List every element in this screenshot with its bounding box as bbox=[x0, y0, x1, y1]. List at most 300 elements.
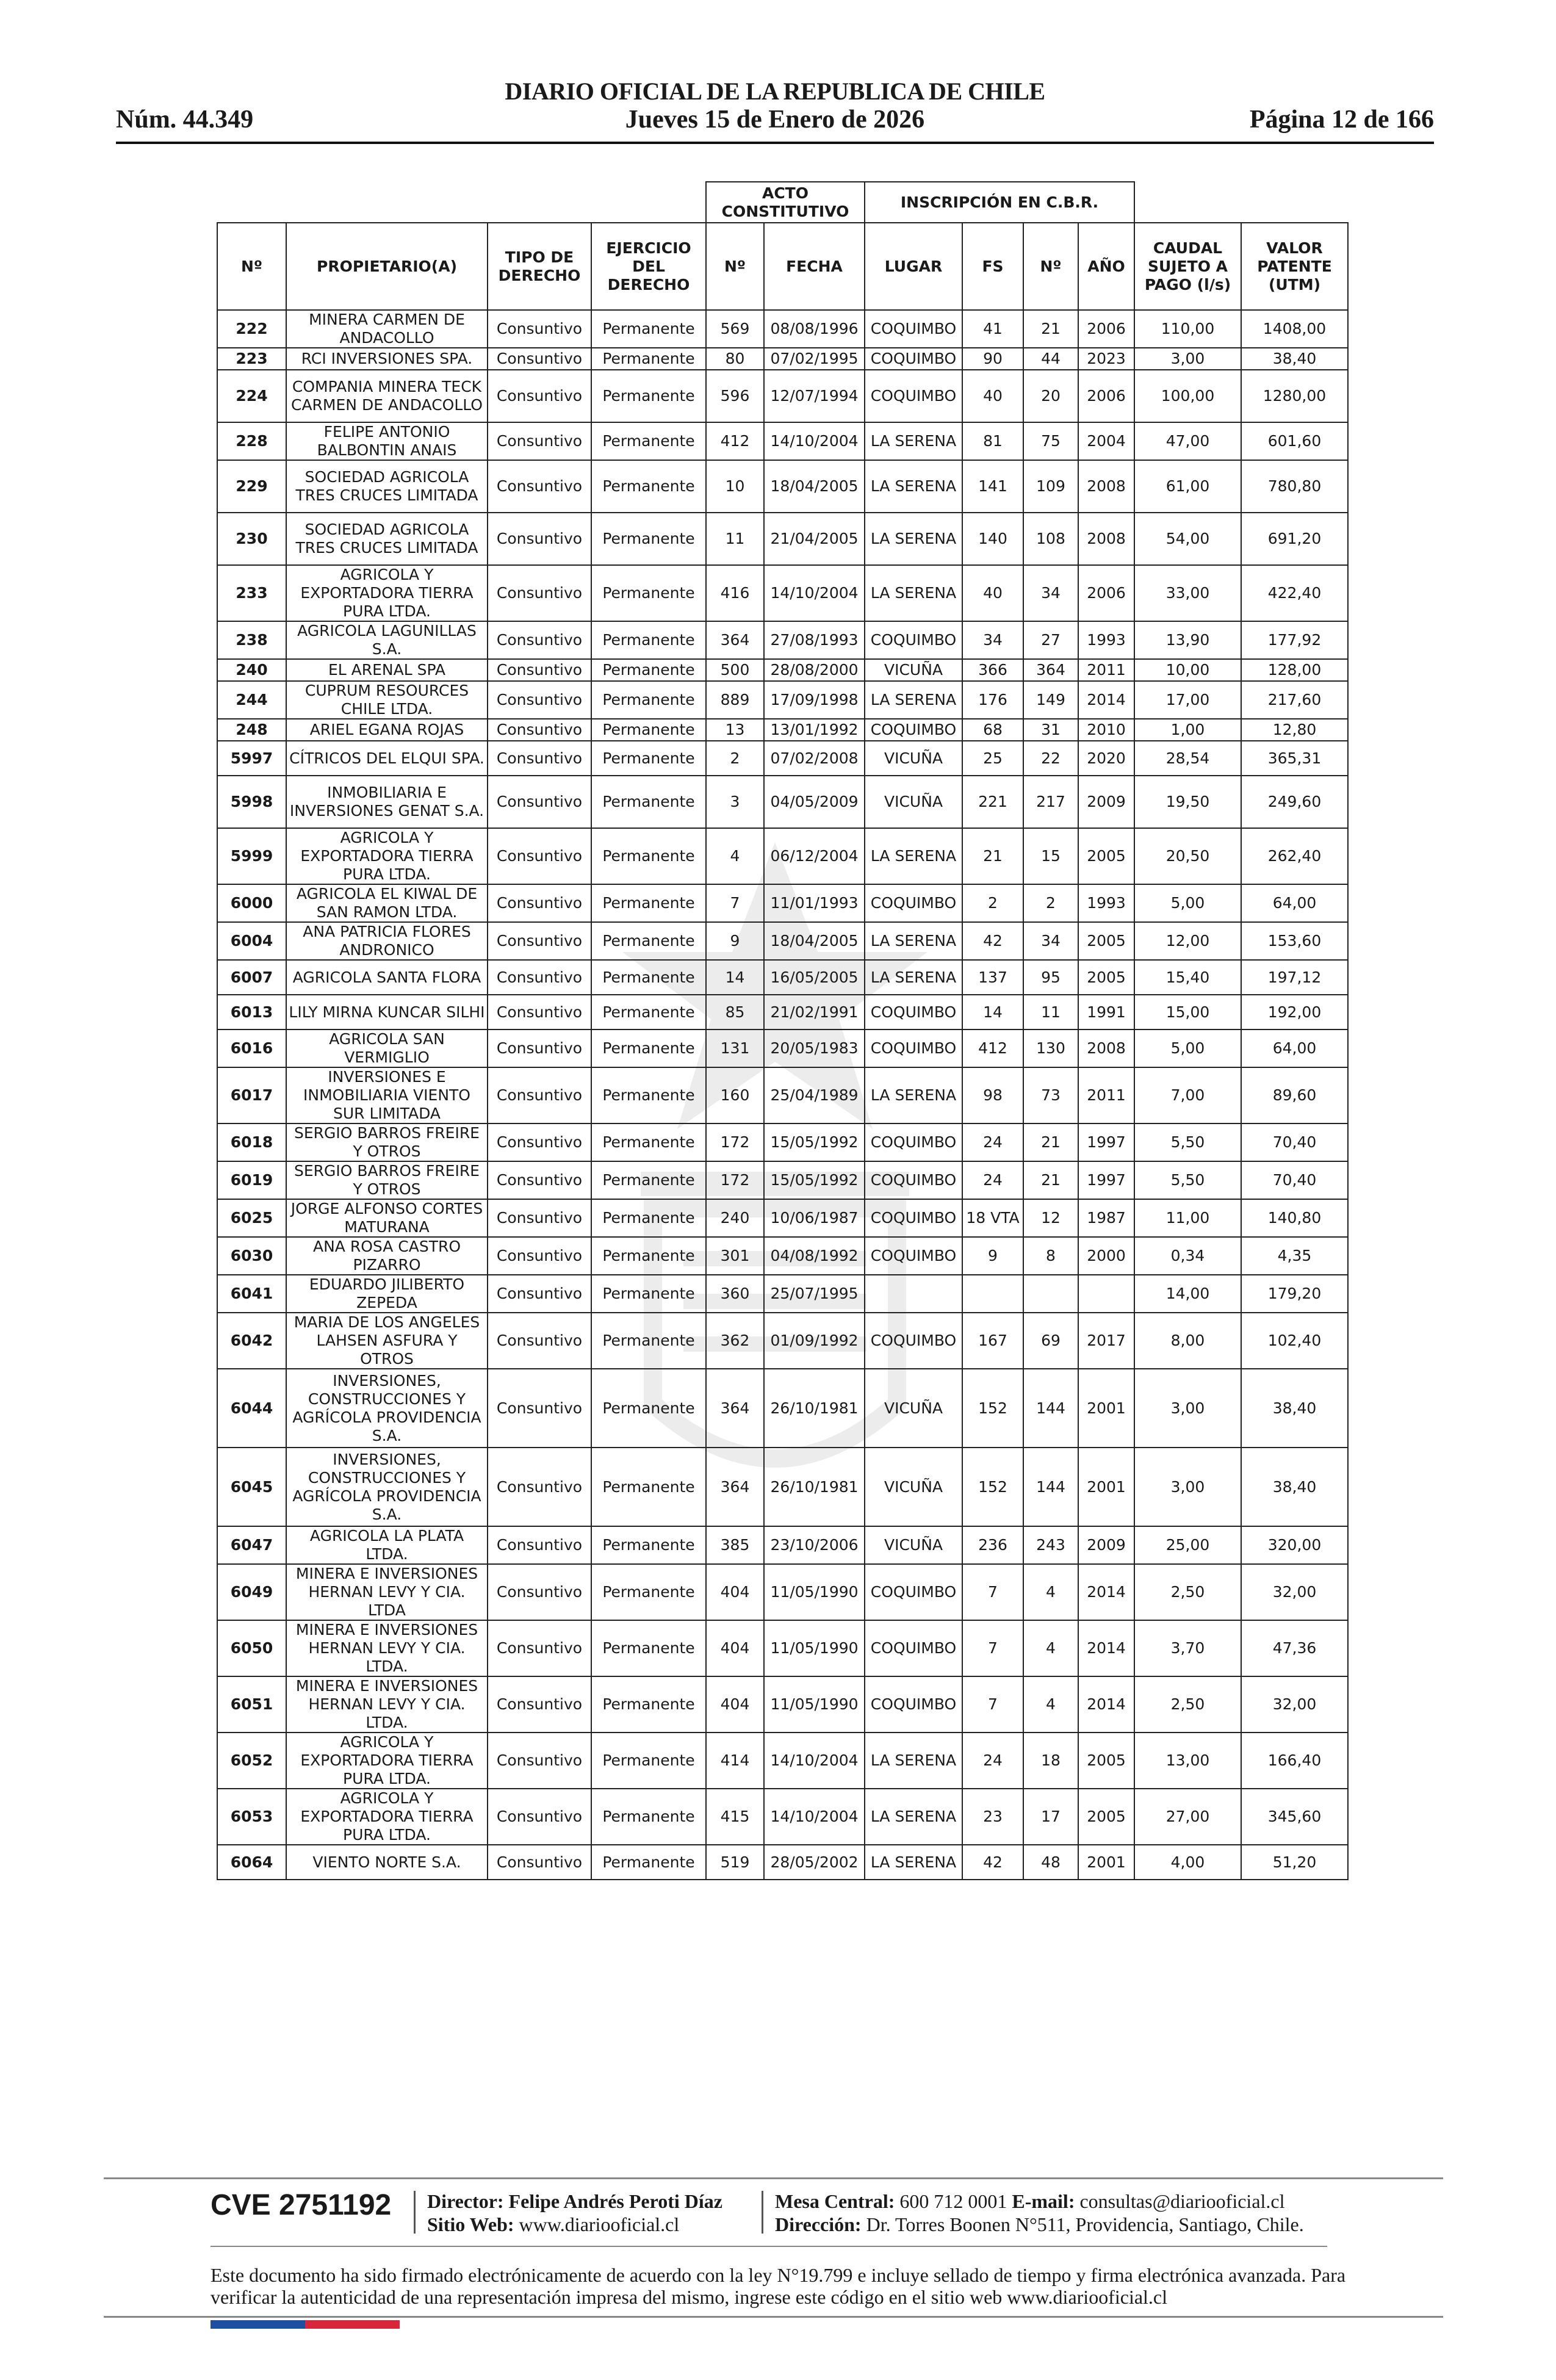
table-cell: COQUIMBO bbox=[865, 1564, 962, 1620]
table-cell: 5,00 bbox=[1134, 884, 1241, 922]
table-cell: Permanente bbox=[591, 1313, 706, 1369]
table-cell: 21 bbox=[1023, 1123, 1078, 1161]
table-cell: 11/05/1990 bbox=[764, 1676, 865, 1733]
table-cell: 27 bbox=[1023, 621, 1078, 659]
table-cell: VICUÑA bbox=[865, 776, 962, 828]
table-cell: 404 bbox=[706, 1564, 764, 1620]
table-cell: Permanente bbox=[591, 1123, 706, 1161]
table-cell: 160 bbox=[706, 1067, 764, 1123]
table-cell: 109 bbox=[1023, 460, 1078, 513]
table-cell: 07/02/2008 bbox=[764, 741, 865, 776]
table-cell: 2008 bbox=[1078, 1030, 1134, 1067]
table-cell: 24 bbox=[962, 1123, 1023, 1161]
table-cell: COQUIMBO bbox=[865, 1620, 962, 1676]
table-row bbox=[217, 1564, 1348, 1620]
table-cell: 14,00 bbox=[1134, 1275, 1241, 1313]
table-cell: 2005 bbox=[1078, 960, 1134, 995]
footer-director-block bbox=[427, 2190, 722, 2236]
table-cell: 04/08/1992 bbox=[764, 1237, 865, 1275]
table-cell: 2,50 bbox=[1134, 1676, 1241, 1733]
table-cell: 17 bbox=[1023, 1789, 1078, 1845]
table-cell: 7 bbox=[962, 1564, 1023, 1620]
table-cell: 2001 bbox=[1078, 1369, 1134, 1448]
table-row bbox=[217, 565, 1348, 621]
newspaper-title: DIARIO OFICIAL DE LA REPUBLICA DE CHILE bbox=[505, 78, 1045, 105]
table-cell: 128,00 bbox=[1241, 659, 1348, 681]
table-cell: 2005 bbox=[1078, 1733, 1134, 1789]
table-cell: 23/10/2006 bbox=[764, 1526, 865, 1564]
table-cell: LA SERENA bbox=[865, 1789, 962, 1845]
table-cell: 11/01/1993 bbox=[764, 884, 865, 922]
table-cell: 2006 bbox=[1078, 565, 1134, 621]
table-cell: 75 bbox=[1023, 422, 1078, 460]
table-cell: 360 bbox=[706, 1275, 764, 1313]
table-cell: 4 bbox=[1023, 1676, 1078, 1733]
table-cell: AGRICOLA EL KIWAL DE SAN RAMON LTDA. bbox=[286, 884, 488, 922]
column-header: LUGAR bbox=[865, 223, 962, 310]
table-cell: MINERA E INVERSIONES HERNAN LEVY Y CIA. LTDA. bbox=[286, 1676, 488, 1733]
table-cell: 2014 bbox=[1078, 681, 1134, 719]
table-cell: 89,60 bbox=[1241, 1067, 1348, 1123]
table-cell: 141 bbox=[962, 460, 1023, 513]
row-number-cell: 6049 bbox=[217, 1564, 286, 1620]
table-cell: COQUIMBO bbox=[865, 719, 962, 741]
row-number-cell: 229 bbox=[217, 460, 286, 513]
table-cell: Permanente bbox=[591, 348, 706, 370]
table-cell: 28/05/2002 bbox=[764, 1845, 865, 1880]
table-cell: 38,40 bbox=[1241, 1369, 1348, 1448]
table-cell: 2005 bbox=[1078, 828, 1134, 884]
row-number-cell: 6013 bbox=[217, 995, 286, 1030]
table-cell: 14/10/2004 bbox=[764, 1733, 865, 1789]
mesa-label: Mesa Central: bbox=[775, 2190, 895, 2212]
table-cell: 11,00 bbox=[1134, 1199, 1241, 1237]
table-cell: Consuntivo bbox=[488, 659, 591, 681]
table-cell: 15,40 bbox=[1134, 960, 1241, 995]
table-cell: COQUIMBO bbox=[865, 1030, 962, 1067]
table-cell: MINERA E INVERSIONES HERNAN LEVY Y CIA. LTDA bbox=[286, 1564, 488, 1620]
table-cell: Permanente bbox=[591, 776, 706, 828]
director-label: Director: bbox=[427, 2190, 504, 2212]
table-cell: 2000 bbox=[1078, 1237, 1134, 1275]
table-cell: 13/01/1992 bbox=[764, 719, 865, 741]
table-cell: 2014 bbox=[1078, 1620, 1134, 1676]
table-cell: 1997 bbox=[1078, 1123, 1134, 1161]
group-header-acto: ACTO CONSTITUTIVO bbox=[706, 182, 865, 223]
table-cell: 500 bbox=[706, 659, 764, 681]
table-row bbox=[217, 621, 1348, 659]
row-number-cell: 6045 bbox=[217, 1448, 286, 1526]
table-cell: 2009 bbox=[1078, 1526, 1134, 1564]
table-cell: LA SERENA bbox=[865, 960, 962, 995]
footer-contact-block bbox=[775, 2190, 1304, 2236]
table-cell: 131 bbox=[706, 1030, 764, 1067]
table-cell: AGRICOLA Y EXPORTADORA TIERRA PURA LTDA. bbox=[286, 1789, 488, 1845]
table-cell: 2011 bbox=[1078, 1067, 1134, 1123]
table-cell: 4 bbox=[706, 828, 764, 884]
table-cell: INVERSIONES, CONSTRUCCIONES Y AGRÍCOLA PROVIDENCIA S.A. bbox=[286, 1369, 488, 1448]
table-cell: 167 bbox=[962, 1313, 1023, 1369]
table-cell: 70,40 bbox=[1241, 1161, 1348, 1199]
table-cell: Consuntivo bbox=[488, 460, 591, 513]
table-cell: Consuntivo bbox=[488, 828, 591, 884]
table-row bbox=[217, 922, 1348, 960]
table-cell: 1997 bbox=[1078, 1161, 1134, 1199]
table-cell: COQUIMBO bbox=[865, 370, 962, 422]
table-cell: 3,00 bbox=[1134, 1369, 1241, 1448]
table-cell: Consuntivo bbox=[488, 922, 591, 960]
table-cell: 1993 bbox=[1078, 884, 1134, 922]
table-cell: 38,40 bbox=[1241, 1448, 1348, 1526]
table-cell: 10/06/1987 bbox=[764, 1199, 865, 1237]
table-cell: 780,80 bbox=[1241, 460, 1348, 513]
table-cell: AGRICOLA LA PLATA LTDA. bbox=[286, 1526, 488, 1564]
table-cell: COQUIMBO bbox=[865, 995, 962, 1030]
table-cell: 144 bbox=[1023, 1369, 1078, 1448]
table-cell: AGRICOLA LAGUNILLAS S.A. bbox=[286, 621, 488, 659]
table-cell: 3,70 bbox=[1134, 1620, 1241, 1676]
table-cell: SOCIEDAD AGRICOLA TRES CRUCES LIMITADA bbox=[286, 513, 488, 565]
table-cell: 1987 bbox=[1078, 1199, 1134, 1237]
column-header: AÑO bbox=[1078, 223, 1134, 310]
table-cell: Permanente bbox=[591, 741, 706, 776]
table-cell: 47,00 bbox=[1134, 422, 1241, 460]
table-cell: 404 bbox=[706, 1620, 764, 1676]
table-cell: LA SERENA bbox=[865, 1733, 962, 1789]
table-cell: 18 VTA bbox=[962, 1199, 1023, 1237]
table-cell: Permanente bbox=[591, 719, 706, 741]
issue-number: Núm. 44.349 bbox=[116, 106, 254, 134]
table-cell: 362 bbox=[706, 1313, 764, 1369]
table-cell: 1408,00 bbox=[1241, 310, 1348, 348]
table-cell: 243 bbox=[1023, 1526, 1078, 1564]
table-cell: 166,40 bbox=[1241, 1733, 1348, 1789]
table-cell: 385 bbox=[706, 1526, 764, 1564]
table-cell: 38,40 bbox=[1241, 348, 1348, 370]
table-cell: 9 bbox=[962, 1237, 1023, 1275]
table-cell: 9 bbox=[706, 922, 764, 960]
table-cell: 34 bbox=[962, 621, 1023, 659]
table-cell: Consuntivo bbox=[488, 1526, 591, 1564]
table-cell: Permanente bbox=[591, 1237, 706, 1275]
table-cell: 364 bbox=[706, 1369, 764, 1448]
table-row bbox=[217, 1733, 1348, 1789]
table-cell: Consuntivo bbox=[488, 1564, 591, 1620]
table-cell: 1991 bbox=[1078, 995, 1134, 1030]
table-row bbox=[217, 828, 1348, 884]
table-cell: EDUARDO JILIBERTO ZEPEDA bbox=[286, 1275, 488, 1313]
table-cell: 90 bbox=[962, 348, 1023, 370]
table-cell: 7 bbox=[706, 884, 764, 922]
table-cell: 2001 bbox=[1078, 1448, 1134, 1526]
table-cell: 2009 bbox=[1078, 776, 1134, 828]
table-cell: 140,80 bbox=[1241, 1199, 1348, 1237]
table-row bbox=[217, 348, 1348, 370]
website-link[interactable]: www.diariooficial.cl bbox=[519, 2213, 680, 2235]
table-cell: 26/10/1981 bbox=[764, 1448, 865, 1526]
table-cell: Permanente bbox=[591, 310, 706, 348]
footer-separator bbox=[414, 2191, 416, 2234]
page-number: Página 12 de 166 bbox=[1249, 106, 1434, 134]
table-cell: Permanente bbox=[591, 1564, 706, 1620]
table-cell: 416 bbox=[706, 565, 764, 621]
table-cell: VICUÑA bbox=[865, 741, 962, 776]
table-cell: Consuntivo bbox=[488, 1123, 591, 1161]
table-cell: Consuntivo bbox=[488, 621, 591, 659]
table-cell: 20,50 bbox=[1134, 828, 1241, 884]
table-cell: 81 bbox=[962, 422, 1023, 460]
table-cell: 172 bbox=[706, 1123, 764, 1161]
table-cell: Consuntivo bbox=[488, 1789, 591, 1845]
table-cell: LILY MIRNA KUNCAR SILHI bbox=[286, 995, 488, 1030]
page-header bbox=[116, 73, 1434, 144]
table-cell: 11 bbox=[1023, 995, 1078, 1030]
table-cell: 85 bbox=[706, 995, 764, 1030]
table-cell: 3,00 bbox=[1134, 1448, 1241, 1526]
table-cell: 569 bbox=[706, 310, 764, 348]
table-cell: Permanente bbox=[591, 681, 706, 719]
issue-date: Jueves 15 de Enero de 2026 bbox=[625, 106, 925, 134]
mesa-phone: 600 712 0001 bbox=[899, 2190, 1007, 2212]
table-cell: 80 bbox=[706, 348, 764, 370]
email-link[interactable]: consultas@diariooficial.cl bbox=[1079, 2190, 1285, 2212]
row-number-cell: 5999 bbox=[217, 828, 286, 884]
table-cell: Permanente bbox=[591, 1448, 706, 1526]
table-cell: Consuntivo bbox=[488, 370, 591, 422]
table-cell: 2001 bbox=[1078, 1845, 1134, 1880]
table-cell: 14/10/2004 bbox=[764, 1789, 865, 1845]
table-cell: 11/05/1990 bbox=[764, 1564, 865, 1620]
table-cell: 2023 bbox=[1078, 348, 1134, 370]
table-cell: Consuntivo bbox=[488, 1030, 591, 1067]
row-number-cell: 6044 bbox=[217, 1369, 286, 1448]
table-cell: ANA PATRICIA FLORES ANDRONICO bbox=[286, 922, 488, 960]
table-cell: 4,35 bbox=[1241, 1237, 1348, 1275]
footer-separator bbox=[762, 2191, 763, 2234]
column-header: PROPIETARIO(A) bbox=[286, 223, 488, 310]
table-cell: 24 bbox=[962, 1733, 1023, 1789]
row-number-cell: 6051 bbox=[217, 1676, 286, 1733]
table-cell: MINERA CARMEN DE ANDACOLLO bbox=[286, 310, 488, 348]
table-cell: 414 bbox=[706, 1733, 764, 1789]
table-cell: 34 bbox=[1023, 565, 1078, 621]
row-number-cell: 6064 bbox=[217, 1845, 286, 1880]
table-cell: 15 bbox=[1023, 828, 1078, 884]
table-cell: Permanente bbox=[591, 1676, 706, 1733]
table-cell: AGRICOLA Y EXPORTADORA TIERRA PURA LTDA. bbox=[286, 828, 488, 884]
table-cell: 73 bbox=[1023, 1067, 1078, 1123]
table-cell: 15,00 bbox=[1134, 995, 1241, 1030]
table-cell: 8 bbox=[1023, 1237, 1078, 1275]
table-cell: Consuntivo bbox=[488, 1161, 591, 1199]
table-cell: 422,40 bbox=[1241, 565, 1348, 621]
table-cell: 23 bbox=[962, 1789, 1023, 1845]
table-cell: 31 bbox=[1023, 719, 1078, 741]
table-cell: 217 bbox=[1023, 776, 1078, 828]
table-row bbox=[217, 513, 1348, 565]
table-cell: 192,00 bbox=[1241, 995, 1348, 1030]
table-cell: 240 bbox=[706, 1199, 764, 1237]
footer-divider-top bbox=[104, 2177, 1443, 2179]
table-cell: Consuntivo bbox=[488, 565, 591, 621]
table-cell: 25/04/1989 bbox=[764, 1067, 865, 1123]
table-cell: 26/10/1981 bbox=[764, 1369, 865, 1448]
table-cell: 415 bbox=[706, 1789, 764, 1845]
table-row bbox=[217, 1448, 1348, 1526]
table-cell: Consuntivo bbox=[488, 422, 591, 460]
table-cell: 21 bbox=[962, 828, 1023, 884]
table-cell: Permanente bbox=[591, 1067, 706, 1123]
table-cell: 5,00 bbox=[1134, 1030, 1241, 1067]
table-cell: 64,00 bbox=[1241, 1030, 1348, 1067]
table-cell: 140 bbox=[962, 513, 1023, 565]
row-number-cell: 238 bbox=[217, 621, 286, 659]
table-cell: 25 bbox=[962, 741, 1023, 776]
table-row bbox=[217, 1275, 1348, 1313]
row-number-cell: 222 bbox=[217, 310, 286, 348]
table-cell: Permanente bbox=[591, 422, 706, 460]
table-cell: 70,40 bbox=[1241, 1123, 1348, 1161]
table-cell: 34 bbox=[1023, 922, 1078, 960]
table-cell: 51,20 bbox=[1241, 1845, 1348, 1880]
table-row bbox=[217, 681, 1348, 719]
table-cell bbox=[865, 1275, 962, 1313]
table-cell: 13 bbox=[706, 719, 764, 741]
table-cell: LA SERENA bbox=[865, 828, 962, 884]
table-cell: Consuntivo bbox=[488, 1845, 591, 1880]
table-cell: LA SERENA bbox=[865, 460, 962, 513]
table-cell: MARIA DE LOS ANGELES LAHSEN ASFURA Y OTROS bbox=[286, 1313, 488, 1369]
table-cell: 365,31 bbox=[1241, 741, 1348, 776]
column-header: Nº bbox=[1023, 223, 1078, 310]
table-cell: 21 bbox=[1023, 1161, 1078, 1199]
table-cell: Consuntivo bbox=[488, 513, 591, 565]
row-number-cell: 5997 bbox=[217, 741, 286, 776]
table-cell: 2,50 bbox=[1134, 1564, 1241, 1620]
table-row bbox=[217, 460, 1348, 513]
table-cell: 8,00 bbox=[1134, 1313, 1241, 1369]
table-cell: MINERA E INVERSIONES HERNAN LEVY Y CIA. LTDA. bbox=[286, 1620, 488, 1676]
table-cell: ARIEL EGANA ROJAS bbox=[286, 719, 488, 741]
row-number-cell: 6041 bbox=[217, 1275, 286, 1313]
table-cell: 2008 bbox=[1078, 513, 1134, 565]
footer-divider-bottom bbox=[104, 2316, 1443, 2318]
table-cell: 12 bbox=[1023, 1199, 1078, 1237]
table-cell: 15/05/1992 bbox=[764, 1161, 865, 1199]
table-row bbox=[217, 776, 1348, 828]
table-cell: 04/05/2009 bbox=[764, 776, 865, 828]
table-row bbox=[217, 422, 1348, 460]
table-cell: Consuntivo bbox=[488, 1313, 591, 1369]
table-cell: Permanente bbox=[591, 1161, 706, 1199]
table-cell: 2 bbox=[706, 741, 764, 776]
table-cell: EL ARENAL SPA bbox=[286, 659, 488, 681]
table-cell: Permanente bbox=[591, 1369, 706, 1448]
table-cell: 21/04/2005 bbox=[764, 513, 865, 565]
table-cell: 100,00 bbox=[1134, 370, 1241, 422]
row-number-cell: 6050 bbox=[217, 1620, 286, 1676]
row-number-cell: 248 bbox=[217, 719, 286, 741]
table-row bbox=[217, 1313, 1348, 1369]
table-cell: 152 bbox=[962, 1369, 1023, 1448]
table-cell: 179,20 bbox=[1241, 1275, 1348, 1313]
table-cell: 7 bbox=[962, 1620, 1023, 1676]
table-row bbox=[217, 960, 1348, 995]
table-row bbox=[217, 1789, 1348, 1845]
table-row bbox=[217, 310, 1348, 348]
table-row bbox=[217, 1620, 1348, 1676]
table-cell: 47,36 bbox=[1241, 1620, 1348, 1676]
table-cell: Permanente bbox=[591, 960, 706, 995]
column-header: FS bbox=[962, 223, 1023, 310]
table-cell: 24 bbox=[962, 1161, 1023, 1199]
table-cell: INMOBILIARIA E INVERSIONES GENAT S.A. bbox=[286, 776, 488, 828]
row-number-cell: 6047 bbox=[217, 1526, 286, 1564]
table-cell: COQUIMBO bbox=[865, 1161, 962, 1199]
table-cell bbox=[1078, 1275, 1134, 1313]
table-cell: 12,00 bbox=[1134, 922, 1241, 960]
table-cell: Permanente bbox=[591, 828, 706, 884]
table-cell: 68 bbox=[962, 719, 1023, 741]
table-row bbox=[217, 1369, 1348, 1448]
table-cell: Permanente bbox=[591, 1526, 706, 1564]
table-cell: Permanente bbox=[591, 621, 706, 659]
table-cell: 177,92 bbox=[1241, 621, 1348, 659]
table-cell: 364 bbox=[706, 1448, 764, 1526]
table-row bbox=[217, 1123, 1348, 1161]
table-cell: 153,60 bbox=[1241, 922, 1348, 960]
row-number-cell: 6016 bbox=[217, 1030, 286, 1067]
table-cell: 2008 bbox=[1078, 460, 1134, 513]
table-cell: 32,00 bbox=[1241, 1676, 1348, 1733]
table-cell: 61,00 bbox=[1134, 460, 1241, 513]
table-cell: Consuntivo bbox=[488, 1448, 591, 1526]
table-cell: 4,00 bbox=[1134, 1845, 1241, 1880]
table-cell: 601,60 bbox=[1241, 422, 1348, 460]
row-number-cell: 6018 bbox=[217, 1123, 286, 1161]
table-cell: 22 bbox=[1023, 741, 1078, 776]
table-cell: 64,00 bbox=[1241, 884, 1348, 922]
table-cell: LA SERENA bbox=[865, 922, 962, 960]
table-cell: COMPANIA MINERA TECK CARMEN DE ANDACOLLO bbox=[286, 370, 488, 422]
table-cell: Consuntivo bbox=[488, 884, 591, 922]
table-cell: VICUÑA bbox=[865, 1369, 962, 1448]
row-number-cell: 233 bbox=[217, 565, 286, 621]
table-cell: 32,00 bbox=[1241, 1564, 1348, 1620]
cve-code: CVE 2751192 bbox=[211, 2189, 392, 2221]
table-cell: Permanente bbox=[591, 1620, 706, 1676]
table-cell: 13,00 bbox=[1134, 1733, 1241, 1789]
table-cell: Consuntivo bbox=[488, 1369, 591, 1448]
table-cell: INVERSIONES, CONSTRUCCIONES Y AGRÍCOLA PROVIDENCIA S.A. bbox=[286, 1448, 488, 1526]
table-cell: Permanente bbox=[591, 1199, 706, 1237]
table-cell: Consuntivo bbox=[488, 1237, 591, 1275]
table-cell: 48 bbox=[1023, 1845, 1078, 1880]
table-cell: 19,50 bbox=[1134, 776, 1241, 828]
row-number-cell: 6019 bbox=[217, 1161, 286, 1199]
table-cell: 3,00 bbox=[1134, 348, 1241, 370]
table-cell: LA SERENA bbox=[865, 565, 962, 621]
row-number-cell: 228 bbox=[217, 422, 286, 460]
table-cell: 27/08/1993 bbox=[764, 621, 865, 659]
table-cell: 5,50 bbox=[1134, 1161, 1241, 1199]
table-cell: 691,20 bbox=[1241, 513, 1348, 565]
table-cell: 301 bbox=[706, 1237, 764, 1275]
table-cell: 08/08/1996 bbox=[764, 310, 865, 348]
table-cell: 137 bbox=[962, 960, 1023, 995]
table-cell: COQUIMBO bbox=[865, 1123, 962, 1161]
table-cell: Permanente bbox=[591, 659, 706, 681]
